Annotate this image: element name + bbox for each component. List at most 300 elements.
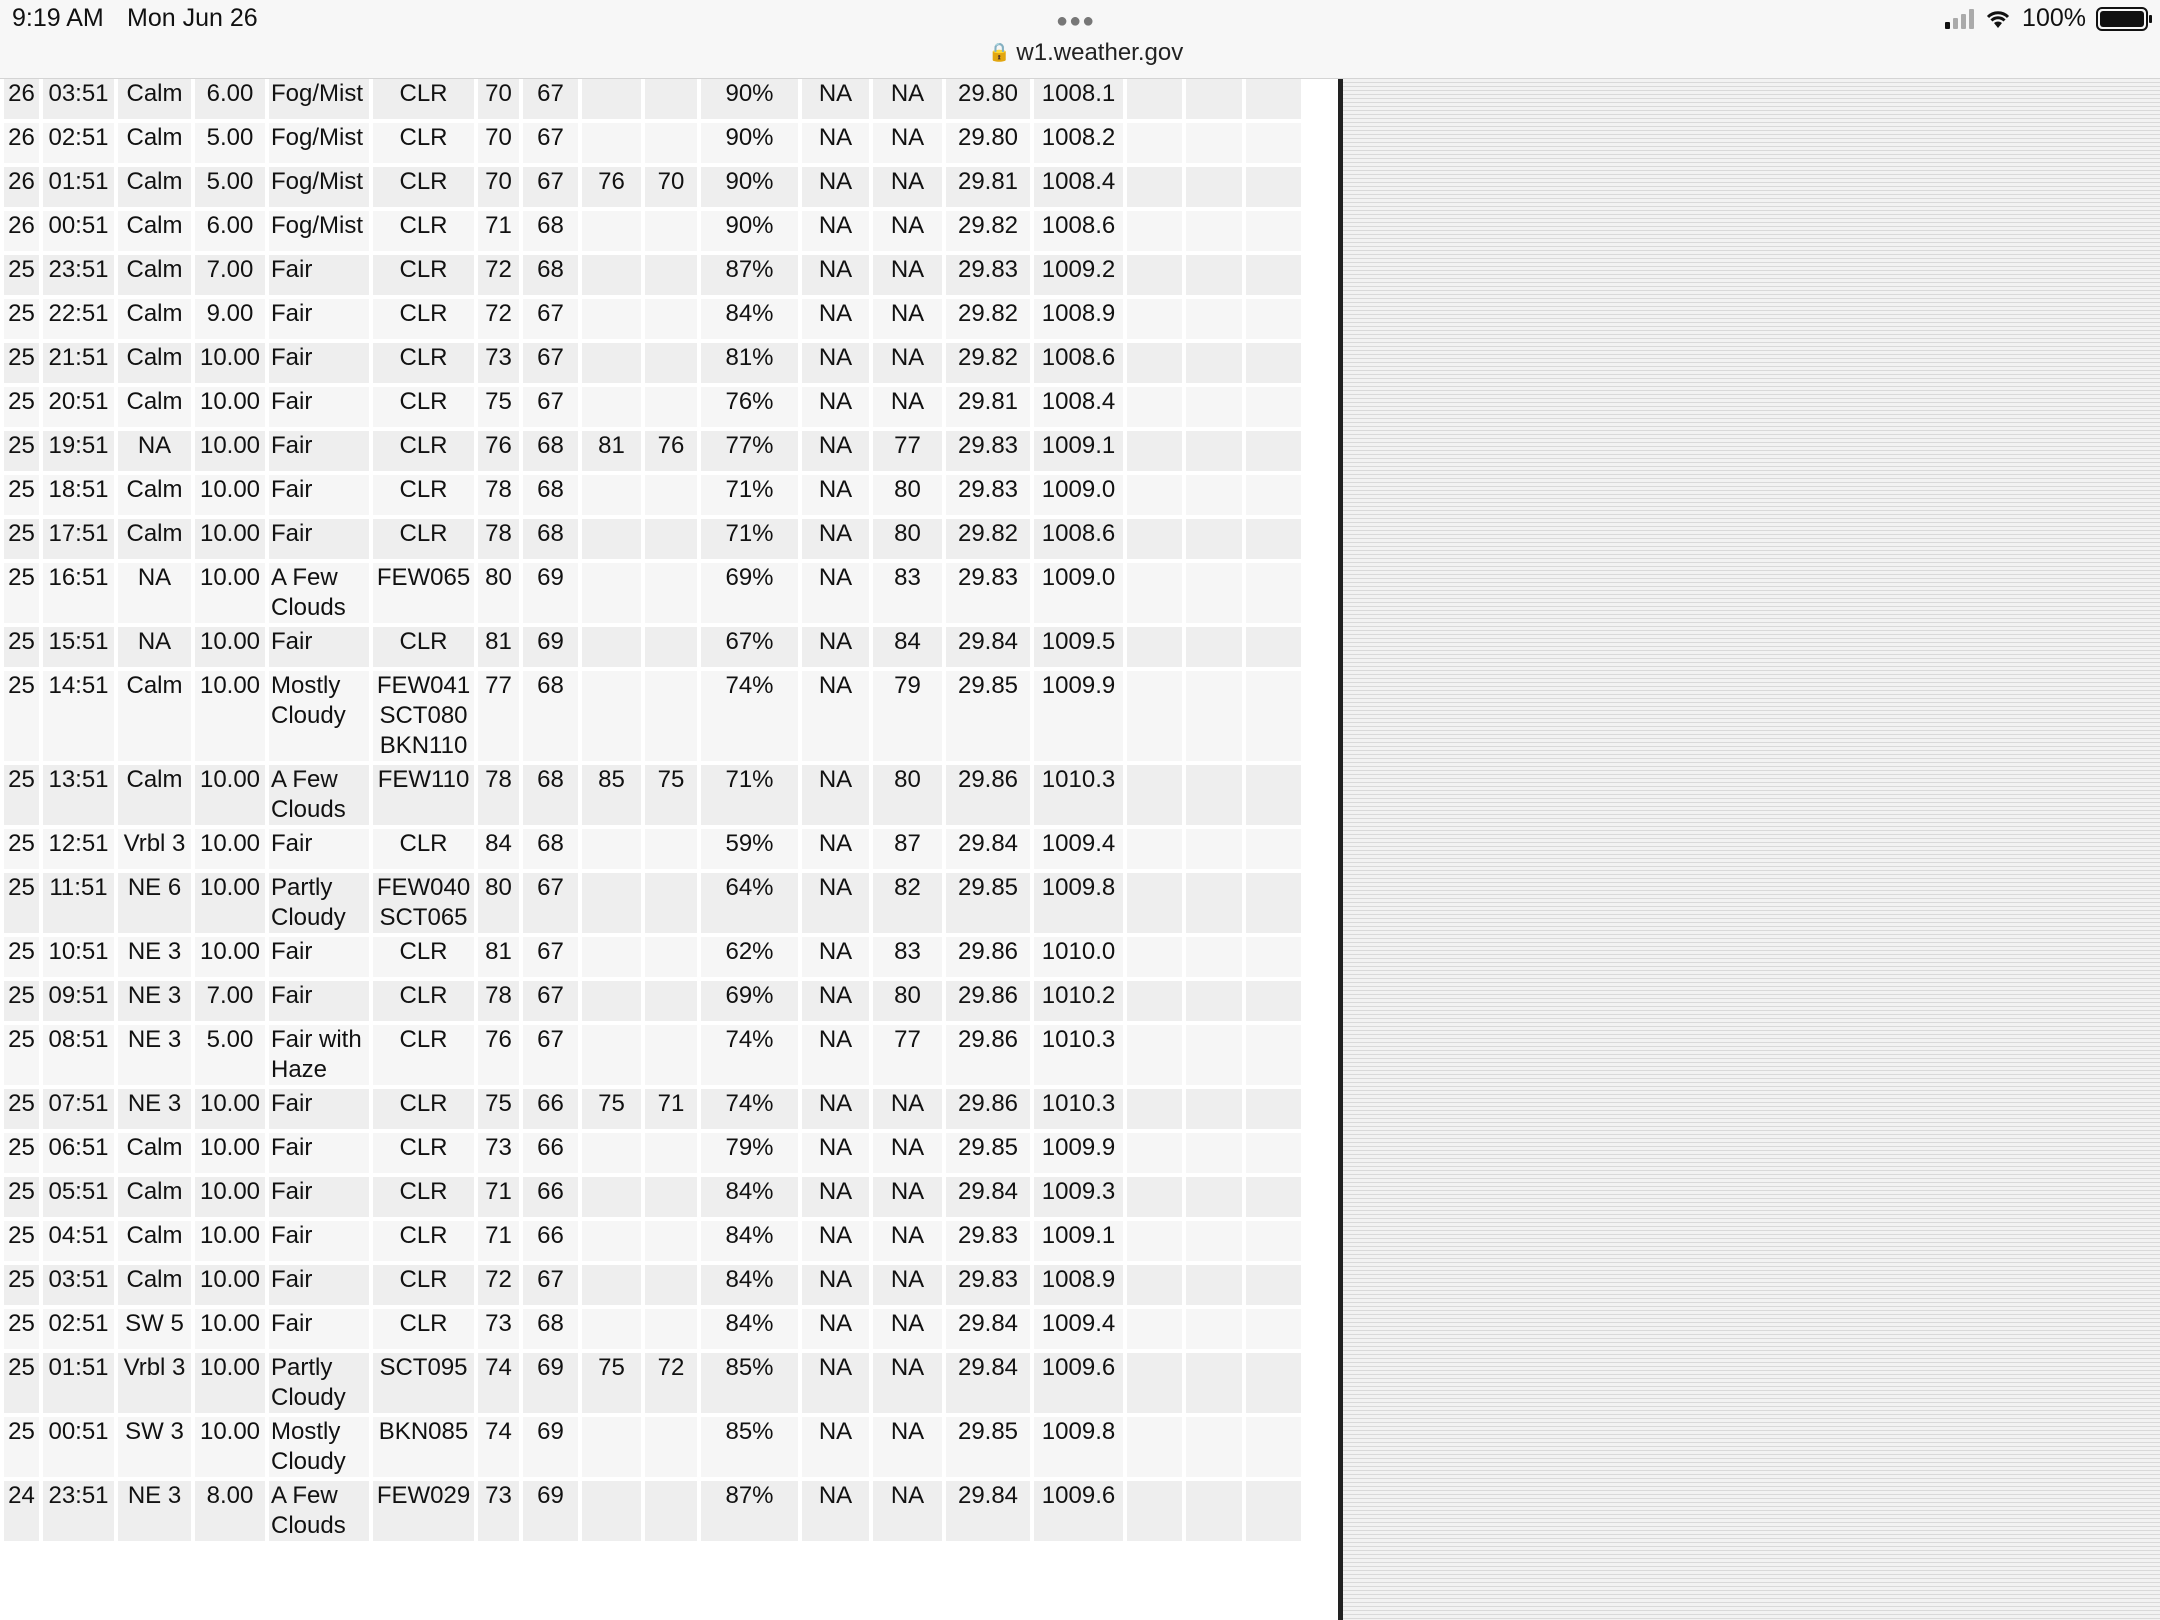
table-cell: 74% <box>701 1025 798 1085</box>
table-cell <box>1246 1025 1301 1085</box>
table-cell: NA <box>802 937 869 977</box>
table-cell: 77% <box>701 431 798 471</box>
table-cell: 29.84 <box>946 1353 1030 1413</box>
table-cell: CLR <box>373 1025 474 1085</box>
table-row <box>4 829 1301 869</box>
table-row <box>4 343 1301 383</box>
table-row <box>4 627 1301 667</box>
table-row <box>4 1133 1301 1173</box>
table-cell: 1009.2 <box>1034 255 1123 295</box>
table-cell: Mostly Cloudy <box>269 671 369 761</box>
table-cell: 10.00 <box>195 343 265 383</box>
table-cell <box>645 299 697 339</box>
table-cell: 76% <box>701 387 798 427</box>
table-cell: NA <box>802 431 869 471</box>
table-cell <box>582 1481 641 1541</box>
table-cell <box>1127 299 1182 339</box>
table-cell: Calm <box>118 765 191 825</box>
table-cell: 1009.1 <box>1034 1221 1123 1261</box>
table-cell <box>1127 211 1182 251</box>
table-cell: 80 <box>873 765 942 825</box>
table-cell <box>582 1177 641 1217</box>
table-cell: 29.86 <box>946 1025 1030 1085</box>
table-cell: Calm <box>118 299 191 339</box>
table-cell <box>1246 1089 1301 1129</box>
table-cell: Fair <box>269 829 369 869</box>
table-cell: 10.00 <box>195 937 265 977</box>
table-cell: 70 <box>478 79 519 119</box>
table-cell: 85% <box>701 1417 798 1477</box>
table-cell: 83 <box>873 937 942 977</box>
table-cell: 71% <box>701 519 798 559</box>
table-cell: 72 <box>478 255 519 295</box>
table-cell <box>1186 1133 1242 1173</box>
table-cell <box>1186 873 1242 933</box>
table-cell: FEW065 <box>373 563 474 623</box>
table-cell: 68 <box>523 829 578 869</box>
table-cell <box>1246 1133 1301 1173</box>
table-cell: 71% <box>701 475 798 515</box>
table-cell: 75 <box>478 1089 519 1129</box>
table-cell: 71 <box>478 1221 519 1261</box>
table-cell: 90% <box>701 123 798 163</box>
table-cell: NE 3 <box>118 937 191 977</box>
table-cell <box>645 79 697 119</box>
table-cell: NA <box>118 627 191 667</box>
table-cell <box>645 627 697 667</box>
table-cell: NA <box>802 1417 869 1477</box>
table-cell: CLR <box>373 431 474 471</box>
table-cell: 09:51 <box>43 981 114 1021</box>
table-cell: 69 <box>523 1353 578 1413</box>
table-cell <box>1127 1309 1182 1349</box>
table-cell <box>582 123 641 163</box>
table-cell: 77 <box>873 431 942 471</box>
table-cell: NA <box>873 1417 942 1477</box>
table-cell: CLR <box>373 211 474 251</box>
table-cell: NA <box>873 1133 942 1173</box>
table-row <box>4 431 1301 471</box>
table-cell: 84 <box>478 829 519 869</box>
table-cell <box>1127 1221 1182 1261</box>
table-cell: CLR <box>373 343 474 383</box>
table-cell: CLR <box>373 167 474 207</box>
table-cell: 84% <box>701 1309 798 1349</box>
table-cell: 1009.0 <box>1034 475 1123 515</box>
table-cell: 71% <box>701 765 798 825</box>
table-cell: Fair <box>269 981 369 1021</box>
table-cell: 18:51 <box>43 475 114 515</box>
table-cell: 74 <box>478 1417 519 1477</box>
table-cell <box>1246 1265 1301 1305</box>
table-cell: 29.83 <box>946 563 1030 623</box>
table-cell: 68 <box>523 475 578 515</box>
table-cell: 66 <box>523 1177 578 1217</box>
table-cell: 76 <box>582 167 641 207</box>
table-cell: 1010.3 <box>1034 765 1123 825</box>
table-cell: 03:51 <box>43 1265 114 1305</box>
table-cell: 1009.6 <box>1034 1481 1123 1541</box>
table-cell: 29.82 <box>946 299 1030 339</box>
table-cell: NA <box>802 211 869 251</box>
table-cell: SW 3 <box>118 1417 191 1477</box>
table-cell: 76 <box>478 431 519 471</box>
table-cell: NA <box>118 563 191 623</box>
table-cell: 73 <box>478 1481 519 1541</box>
table-cell: 1009.9 <box>1034 1133 1123 1173</box>
table-cell: 29.84 <box>946 1309 1030 1349</box>
table-cell: 67 <box>523 167 578 207</box>
table-cell: 1009.5 <box>1034 627 1123 667</box>
table-cell: Fair <box>269 255 369 295</box>
table-cell: NA <box>802 765 869 825</box>
table-row <box>4 1265 1301 1305</box>
table-cell <box>1127 475 1182 515</box>
table-cell: Partly Cloudy <box>269 1353 369 1413</box>
weather-observations-table <box>0 79 1305 1545</box>
table-cell <box>645 519 697 559</box>
table-cell: NA <box>118 431 191 471</box>
table-cell: 67 <box>523 387 578 427</box>
table-cell <box>582 1133 641 1173</box>
table-cell <box>1127 765 1182 825</box>
table-cell: CLR <box>373 1177 474 1217</box>
table-cell <box>645 475 697 515</box>
table-cell <box>1127 343 1182 383</box>
table-cell: 25 <box>4 1265 39 1305</box>
table-cell: 80 <box>873 981 942 1021</box>
table-cell: 25 <box>4 255 39 295</box>
table-cell: 1008.4 <box>1034 387 1123 427</box>
table-cell <box>1127 937 1182 977</box>
table-cell: NA <box>802 255 869 295</box>
table-cell <box>1127 671 1182 761</box>
table-cell <box>1186 937 1242 977</box>
table-cell: 29.82 <box>946 343 1030 383</box>
table-cell: 69 <box>523 563 578 623</box>
table-cell: 10.00 <box>195 387 265 427</box>
table-cell <box>1127 1265 1182 1305</box>
table-row <box>4 1089 1301 1129</box>
table-cell <box>1186 519 1242 559</box>
table-cell <box>1246 343 1301 383</box>
table-cell: NA <box>873 1089 942 1129</box>
table-cell: Fair with Haze <box>269 1025 369 1085</box>
table-cell: Fog/Mist <box>269 167 369 207</box>
table-cell: 02:51 <box>43 1309 114 1349</box>
table-cell: 29.85 <box>946 873 1030 933</box>
table-cell: 67 <box>523 343 578 383</box>
table-cell: 01:51 <box>43 167 114 207</box>
table-cell: 79% <box>701 1133 798 1173</box>
web-page[interactable] <box>0 79 1338 1620</box>
table-cell: 14:51 <box>43 671 114 761</box>
table-cell: 72 <box>645 1353 697 1413</box>
table-cell: 84 <box>873 627 942 667</box>
table-cell: CLR <box>373 981 474 1021</box>
table-row <box>4 79 1301 119</box>
table-cell: 80 <box>478 873 519 933</box>
table-cell <box>1186 79 1242 119</box>
table-cell <box>1186 1417 1242 1477</box>
table-cell: NA <box>802 167 869 207</box>
table-cell <box>1127 1353 1182 1413</box>
table-cell: FEW040 SCT065 <box>373 873 474 933</box>
table-cell: NA <box>873 387 942 427</box>
table-cell <box>582 1309 641 1349</box>
table-cell: CLR <box>373 79 474 119</box>
table-cell: 81 <box>478 937 519 977</box>
table-cell: 67 <box>523 1265 578 1305</box>
table-cell: 29.86 <box>946 981 1030 1021</box>
table-row <box>4 211 1301 251</box>
table-cell: NA <box>802 829 869 869</box>
table-cell <box>1127 167 1182 207</box>
table-cell: 22:51 <box>43 299 114 339</box>
table-cell <box>1246 627 1301 667</box>
table-cell: NA <box>802 1025 869 1085</box>
table-cell: 67 <box>523 1025 578 1085</box>
table-cell <box>645 1221 697 1261</box>
table-cell: 1009.3 <box>1034 1177 1123 1217</box>
table-cell: Calm <box>118 255 191 295</box>
table-cell: 23:51 <box>43 255 114 295</box>
table-cell: 17:51 <box>43 519 114 559</box>
table-cell: 71 <box>478 211 519 251</box>
table-cell <box>1186 829 1242 869</box>
table-cell: Fair <box>269 937 369 977</box>
table-cell: 67 <box>523 873 578 933</box>
table-cell: 24 <box>4 1481 39 1541</box>
table-cell: 9.00 <box>195 299 265 339</box>
table-cell <box>645 1309 697 1349</box>
table-row <box>4 167 1301 207</box>
table-cell: 70 <box>478 123 519 163</box>
table-cell: NE 3 <box>118 1481 191 1541</box>
table-cell <box>582 1025 641 1085</box>
table-cell: CLR <box>373 1089 474 1129</box>
table-cell <box>645 1025 697 1085</box>
table-cell: 10.00 <box>195 873 265 933</box>
table-cell: 29.82 <box>946 519 1030 559</box>
table-cell: 82 <box>873 873 942 933</box>
table-cell: 1008.6 <box>1034 211 1123 251</box>
table-cell: 78 <box>478 519 519 559</box>
table-cell <box>1186 167 1242 207</box>
table-cell: 6.00 <box>195 211 265 251</box>
table-cell: Calm <box>118 167 191 207</box>
table-cell: Fog/Mist <box>269 79 369 119</box>
table-row <box>4 1353 1301 1413</box>
table-cell <box>645 563 697 623</box>
table-cell: 67 <box>523 937 578 977</box>
table-cell <box>1246 211 1301 251</box>
more-dots-icon[interactable]: ●●● <box>1056 10 1096 32</box>
table-cell <box>582 255 641 295</box>
table-cell: 1008.1 <box>1034 79 1123 119</box>
table-cell: 26 <box>4 79 39 119</box>
table-cell: 25 <box>4 829 39 869</box>
table-cell: 25 <box>4 1353 39 1413</box>
table-cell: 25 <box>4 1417 39 1477</box>
table-cell <box>1186 627 1242 667</box>
table-cell: CLR <box>373 387 474 427</box>
table-cell: 10:51 <box>43 937 114 977</box>
table-cell: 29.82 <box>946 211 1030 251</box>
table-cell: Fair <box>269 519 369 559</box>
table-row <box>4 299 1301 339</box>
table-cell: 25 <box>4 299 39 339</box>
table-cell <box>645 981 697 1021</box>
table-cell: 29.84 <box>946 1481 1030 1541</box>
table-cell: NA <box>802 387 869 427</box>
table-cell: NE 6 <box>118 873 191 933</box>
table-cell: Mostly Cloudy <box>269 1417 369 1477</box>
table-cell: 10.00 <box>195 627 265 667</box>
table-cell: 90% <box>701 211 798 251</box>
table-cell: Calm <box>118 343 191 383</box>
table-cell: 25 <box>4 343 39 383</box>
table-cell <box>1246 1353 1301 1413</box>
table-cell <box>1186 1481 1242 1541</box>
table-cell: 1010.0 <box>1034 937 1123 977</box>
table-cell: Fair <box>269 627 369 667</box>
table-cell: Calm <box>118 211 191 251</box>
table-cell <box>645 671 697 761</box>
table-cell: 06:51 <box>43 1133 114 1173</box>
table-cell: 81 <box>582 431 641 471</box>
table-cell <box>582 343 641 383</box>
table-row <box>4 563 1301 623</box>
table-cell <box>1127 1025 1182 1085</box>
table-cell: 25 <box>4 387 39 427</box>
table-cell: 1008.9 <box>1034 1265 1123 1305</box>
table-cell: FEW029 <box>373 1481 474 1541</box>
table-cell: 10.00 <box>195 1177 265 1217</box>
table-cell: 26 <box>4 123 39 163</box>
table-row <box>4 519 1301 559</box>
table-cell: 80 <box>873 475 942 515</box>
table-cell: NA <box>873 343 942 383</box>
table-cell <box>1186 343 1242 383</box>
table-cell: 25 <box>4 563 39 623</box>
table-cell <box>645 1417 697 1477</box>
table-cell: 75 <box>645 765 697 825</box>
table-cell: 29.83 <box>946 431 1030 471</box>
table-row <box>4 671 1301 761</box>
table-cell <box>1246 1481 1301 1541</box>
address-bar[interactable] <box>988 39 1183 67</box>
table-cell: Fair <box>269 343 369 383</box>
table-cell: 29.83 <box>946 1221 1030 1261</box>
table-cell: Fog/Mist <box>269 123 369 163</box>
table-cell: NA <box>873 167 942 207</box>
table-cell: Calm <box>118 123 191 163</box>
table-cell <box>1127 255 1182 295</box>
table-cell: 29.81 <box>946 387 1030 427</box>
table-row <box>4 123 1301 163</box>
table-cell: 68 <box>523 671 578 761</box>
table-cell <box>1246 563 1301 623</box>
table-cell: 69% <box>701 981 798 1021</box>
table-cell: 69% <box>701 563 798 623</box>
table-cell: 25 <box>4 431 39 471</box>
table-cell: 29.83 <box>946 475 1030 515</box>
table-cell: 67 <box>523 79 578 119</box>
table-cell: NA <box>802 563 869 623</box>
table-cell: 25 <box>4 475 39 515</box>
table-cell: 1008.6 <box>1034 343 1123 383</box>
table-cell: 64% <box>701 873 798 933</box>
table-cell: 70 <box>478 167 519 207</box>
table-cell: 8.00 <box>195 1481 265 1541</box>
table-cell: Vrbl 3 <box>118 829 191 869</box>
table-cell: CLR <box>373 829 474 869</box>
table-cell: 68 <box>523 519 578 559</box>
table-cell: Calm <box>118 387 191 427</box>
table-cell <box>1186 1221 1242 1261</box>
table-row <box>4 873 1301 933</box>
table-cell: NA <box>802 1133 869 1173</box>
table-cell: 87% <box>701 255 798 295</box>
table-cell: 90% <box>701 79 798 119</box>
table-cell: Fair <box>269 431 369 471</box>
table-cell: 20:51 <box>43 387 114 427</box>
table-cell <box>1186 475 1242 515</box>
table-cell: 25 <box>4 1221 39 1261</box>
status-right <box>1945 4 2148 33</box>
table-body <box>4 79 1301 1541</box>
table-cell: 29.81 <box>946 167 1030 207</box>
table-cell <box>1186 563 1242 623</box>
table-cell: 1009.4 <box>1034 1309 1123 1349</box>
table-cell <box>1127 79 1182 119</box>
table-cell: 67 <box>523 299 578 339</box>
table-cell <box>582 671 641 761</box>
table-cell <box>645 123 697 163</box>
table-cell: 19:51 <box>43 431 114 471</box>
table-cell: 10.00 <box>195 1089 265 1129</box>
table-cell <box>1186 1309 1242 1349</box>
table-cell: 10.00 <box>195 475 265 515</box>
table-cell: 01:51 <box>43 1353 114 1413</box>
table-cell: 66 <box>523 1221 578 1261</box>
table-cell: 25 <box>4 1133 39 1173</box>
table-cell: 10.00 <box>195 829 265 869</box>
table-cell: 67 <box>523 123 578 163</box>
table-cell: 87 <box>873 829 942 869</box>
table-cell: Calm <box>118 1133 191 1173</box>
table-cell: 25 <box>4 1025 39 1085</box>
table-cell: 79 <box>873 671 942 761</box>
table-cell: NA <box>873 1265 942 1305</box>
table-cell: CLR <box>373 1309 474 1349</box>
table-cell: A Few Clouds <box>269 563 369 623</box>
table-cell: 10.00 <box>195 1221 265 1261</box>
table-cell: 75 <box>478 387 519 427</box>
table-cell: Calm <box>118 671 191 761</box>
table-cell: 21:51 <box>43 343 114 383</box>
table-cell: 70 <box>645 167 697 207</box>
table-cell <box>645 1133 697 1173</box>
table-cell: 25 <box>4 627 39 667</box>
table-cell <box>645 873 697 933</box>
table-cell: 69 <box>523 1417 578 1477</box>
table-cell: NA <box>802 299 869 339</box>
table-cell: 72 <box>478 299 519 339</box>
table-cell <box>645 1481 697 1541</box>
table-row <box>4 1417 1301 1477</box>
